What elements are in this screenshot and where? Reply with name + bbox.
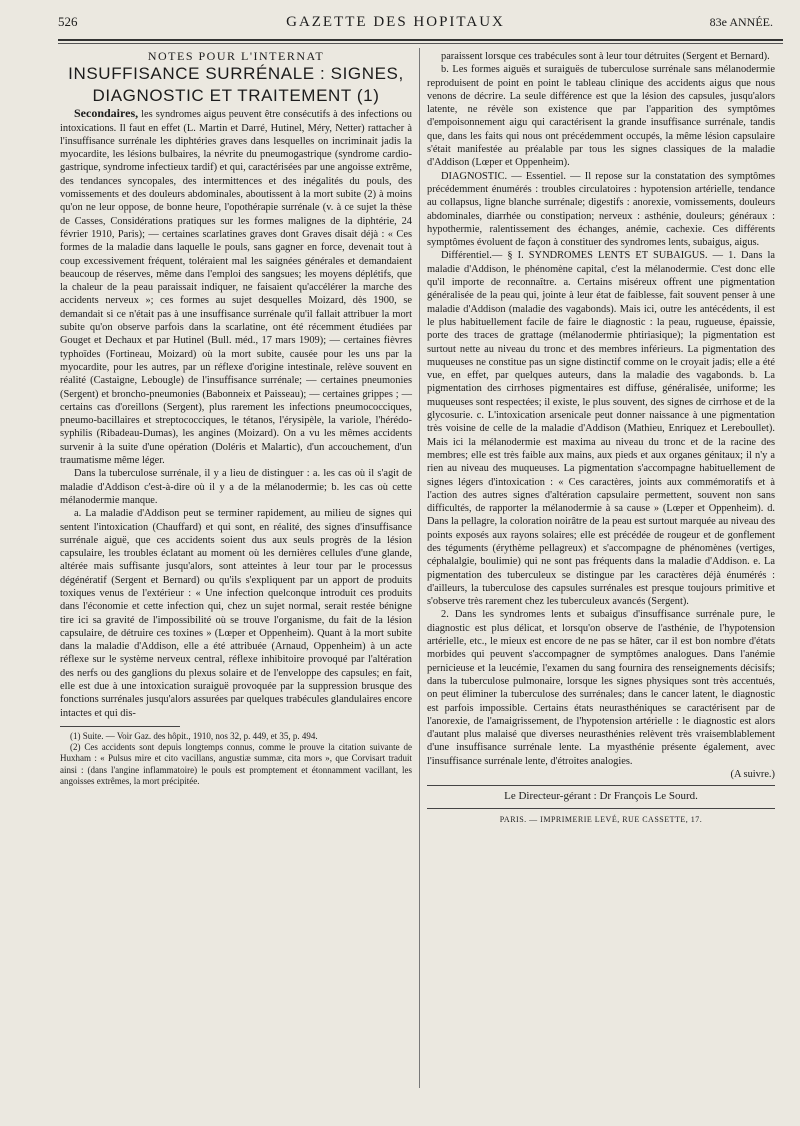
paragraph: b. Les formes aiguës et suraiguës de tuberculose surrénale sans mélanodermie reproduisent de point en point le tableau clinique des accidents aigus que nous venons de décrire. La seule différence est que la lésion des capsules, jusqu'alors latente, ne révèle son existence que par l'apparition des symptômes d'empoisonnement aigu qui caractérisent la grande insuffisance surrénale, tandis que, dans les faits qui nous ont précédemment occupés, la même lésion capsulaire s'était manifestée au préalable par tous les signes classiques de la maladie d'Addison (Lœper et Oppenheim). — [427, 64, 775, 169]
printer-line: PARIS. — IMPRIMERIE LEVÉ, RUE CASSETTE, 17. — [499, 814, 703, 824]
header-rule-thin — [58, 43, 783, 44]
right-column — [427, 50, 775, 826]
year-volume: 83e ANNÉE. — [709, 14, 773, 29]
footnotes — [60, 731, 412, 787]
footnote: (1) Suite. — Voir Gaz. des hôpit., 1910, nos 32, p. 449, et 35, p. 494. — [70, 730, 318, 741]
journal-title: GAZETTE DES HOPITAUX — [286, 13, 505, 30]
paragraph: paraissent lorsque ces trabécules sont à leur tour détruites (Sergent et Bernard). — [441, 51, 770, 62]
director-line: Le Directeur-gérant : Dr François Le Sourd. — [504, 790, 698, 803]
a-suivre: (A suivre.) — [730, 769, 775, 781]
paragraph: a. La maladie d'Addison peut se terminer rapidement, au milieu de signes qui sentent l'intoxication (Chauffard) et qui sont, en réalité, des signes d'insuffisance surrénale aiguë, que ces accidents soient dus aux seuls progrès de la lésion capsulaire, les troubles éclatant au moment où les dernières cellules d'une glande, altérée mais suffisante jusqu'alors, sont atteintes à leur tour par le processus dégénératif (Sergent et Bernard) ou qu'ils s'expliquent par un apport de produits toxiques venus de l'extérieur : « Une infection quelconque introduit ces produits dans l'économie et cette infection qui, chez un sujet normal, serait restée bénigne tire ici sa gravité de l'impossibilité où se trouve l'organisme, du fait de la lésion capsulaire, de détruire ces toxines » (Lœper et Oppenheim). Quant à la mort subite dans la maladie d'Addison, elle a été attribuée (Arnaud, Oppenheim) à un acte réflexe sur le système nerveux central, réflexe inhibitoire provoqué par l'altération des nerfs ou des ganglions du plexus solaire et de l'enveloppe des capsules; en fait, elle est due à une intoxication suraiguë provoquée par la suppression brusque des fonctions surrénales jusqu'alors assurées par quelques trabécules glandulaires encore intactes et qui dis- — [60, 508, 412, 719]
lead-word: Secondaires, — [74, 106, 139, 121]
paragraph: Différentiel.— § I. SYNDROMES LENTS ET SUBAIGUS. — 1. Dans la maladie d'Addison, le phénomène capital, c'est la mélanodermie. C'est donc elle qu'il importe de reconnaître. a. Certains miséreux offrent une pigmentation généralisée de la peau qui, jointe à leur état de faiblesse, fait souvent penser à une maladie d'Addison (maladie des vagabonds). Mais ici, outre les antécédents, il est le plus habituellement facile de faire le diagnostic : la peau, rugueuse, épaissie, porte des traces de grattage (mélanodermie phtiriasique); la pigmentation est surtout nette au niveau du tronc et des membres inférieurs. La pigmentation des muqueuses ne constitue pas un signe distinctif comme on le croyait jadis; elle a été vue, en effet, par quelques auteurs, dans la maladie des vagabonds. b. La pigmentation des cirrhoses pigmentaires est diffuse, généralisée, uniforme; les muqueuses sont respectées; il existe, le plus souvent, des signes de cirrhose et de la glycosurie. c. L'intoxication arsenicale peut donner naissance à une pigmentation très voisine de celle de la maladie d'Addison (Mathieu, Enriquez et Lereboullet). Mais ici la mélanodermie est maxima au niveau du tronc et de la racine des membres; elle est très faible aux mains, aux pieds et aux organes génitaux; il n'y a rien au niveau des muqueuses. La pigmentation s'accompagne habituellement de signes légers d'intoxication : « Ces caractères, joints aux commémoratifs et à l'action des autres signes d'altération capsulaire permettent, souvent non sans difficultés, de rapporter la mélanodermie à sa cause » (Lœper et Oppenheim). d. Dans la pellagre, la coloration noirâtre de la peau est surtout marquée au niveau des points exposés aux rayons solaires; elle est précédée de rougeur et de gonflement des téguments (érythème pellagreux) et s'accompagne de phénomènes (vertiges, céphalalgie, boulimie) qui ne sont pas fréquents dans la maladie d'Addison. e. La pigmentation des tuberculeux se distingue par les caractères déjà énumérés : d'ailleurs, la tuberculose des capsules surrénales est presque toujours primitive et s'observe très rarement chez les tuberculeux avancés (Sergent). — [427, 250, 775, 608]
paragraph — [60, 107, 412, 467]
paragraph: 2. Dans les syndromes lents et subaigus d'insuffisance surrénale pure, le diagnostic est plus délicat, et lorsqu'on observe de l'asthénie, de l'hypotension artérielle, etc., le mieux est encore de ne pas se hâter, car il est bon nombre d'états morbides qui peuvent s'accompagner de symptômes analogues. Dans l'anémie pernicieuse et la leucémie, l'examen du sang fournira des renseignements décisifs; dans la tuberculose pulmonaire, lorsque les signes physiques sont très accentués, on peut éliminer la tuberculose des surrénales; dans le cancer latent, le diagnostic est parfois impossible. Certains états neurasthéniques se caractérisent par de l'anorexie, de l'amaigrissement, de l'hypotension artérielle : le diagnostic est alors d'autant plus malaisé que diverses neurasthénies relèvent très vraisemblablement d'une insuffisance surrénale lente. La myasthénie présente également, avec l'insuffisance surrénale lente, d'étroites analogies. — [427, 609, 775, 767]
footnote: (2) Ces accidents sont depuis longtemps connus, comme le prouve la citation suivante de Huxham : « Pulsus mire et cito vacillans, angustiæ summæ, cita mors », que Corvisart traduit ainsi : (dans l'angine inflammatoire) le pouls est promptement et étonnamment vacillant, les angoisses extrêmes, la mort précipitée. — [60, 742, 412, 786]
section-heading: NOTES POUR L'INTERNAT — [147, 49, 325, 63]
paragraph: Dans la tuberculose surrénale, il y a lieu de distinguer : a. les cas où il s'agit de maladie d'Addison c'est-à-dire où il y a de la mélanodermie; b. les cas où cette mélanodermie manque. — [60, 468, 412, 506]
footnote-rule — [60, 726, 180, 727]
left-column — [60, 50, 412, 787]
footer-rule-2 — [427, 808, 775, 809]
paragraph-text: les syndromes aigus peuvent être consécutifs à des infections ou intoxications. Il faut en effet (L. Martin et Darré, Hutinel, Méry, Netter) rattacher à l'insuffisance surrénale les diphtéries graves dans lesquelles on incriminait jadis la myocardite, les lésions bulbaires, la névrite du pneumogastrique (syndrome cardio-gastrique, syndrome infectieux tardif) et qui, caractérisées par une angoisse extrême, des tendances syncopales, des intermittences et des inégalités du pouls, des vomissements et des douleurs abdominales, aboutissent à la mort subite (2) à moins qu'on ne leur oppose, de bonne heure, l'opothérapie surrénale (v. à ce sujet la thèse de Casses, Considérations pratiques sur les formes malignes de la diphtérie, 24 février 1910, Paris); — certaines scarlatines graves dont Graves disait déjà : « Ces formes de la maladie dans laquelle le pouls, sans gagner en force, devenait tout à coup excessivement fréquent, toléraient mal les saignées générales et demandaient beaucoup de réserves, même dans l'emploi des sangsues; les moyens déplétifs, que la chaleur de la peau paraissait indiquer, ne faisaient qu'accélérer la marche des accidents nerveux »; ces formes au sujet desquelles Moizard, dès 1900, se demandait si ce n'était pas à une insuffisance surrénale qu'il fallait attribuer la mort subite qu'on observe parfois dans la scarlatine, ont été récemment étudiées par Gouget et Dechaux et par Hutinel (Bull. méd., 17 mars 1909); — certaines fièvres typhoïdes (Fortineau, Moizard) où la mort subite, causée pour les uns par la myocardite, pour les autres, par un réflexe d'origine intestinale, relève souvent en réalité (Castaigne, Lebougle) de l'insuffisance surrénale; — certaines pneumonies (Sergent) et broncho-pneumonies (Babonneix et Paisseau); — certaines grippes ; — certains cas d'oreillons (Sergent), plus rarement les infections pneumococciques, pneumo-bacillaires et streptococciques, le tétanos, l'érysipèle, la variole, l'hérédo-syphilis (Ribadeau-Dumas), les angines (Moizard). On a vu les mêmes accidents survenir à la suite d'une opération (Doléris et Malartic), d'un accouchement, d'un traumatisme même léger. — [60, 109, 412, 467]
footer-rule — [427, 785, 775, 786]
article-title: INSUFFISANCE SURRÉNALE : SIGNES, DIAGNOSTIC ET TRAITEMENT (1) — [68, 64, 404, 106]
paragraph: DIAGNOSTIC. — Essentiel. — Il repose sur la constatation des symptômes précédemment énumérés : troubles circulatoires : hypotension artérielle, tendance au collapsus, ligne blanche surrénale; digestifs : anorexie, vomissements, douleurs abdominales, diarrhée ou constipation; nerveux : asthénie, douleurs; généraux : hypothermie, ralentissement des échanges, anémie, cachexie. Ces différents symptômes évoluent de façon à constituer des syndromes lents, subaigus, aigus. — [427, 170, 775, 249]
page-number: 526 — [58, 14, 78, 29]
column-divider — [419, 48, 420, 1088]
page-header — [58, 8, 773, 36]
header-rule — [58, 39, 783, 41]
